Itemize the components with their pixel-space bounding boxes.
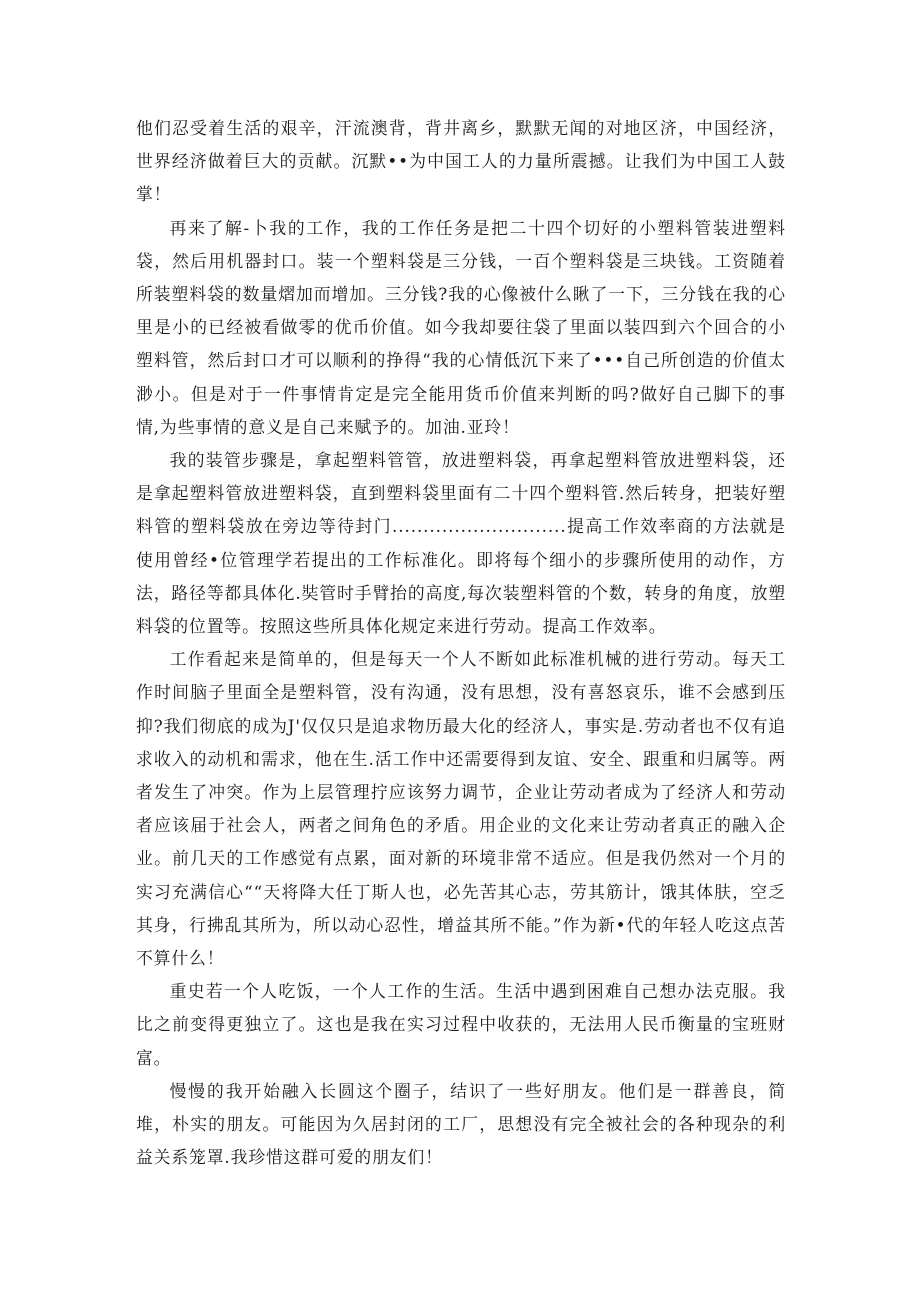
paragraph-6: 慢慢的我开始融入长圆这个圈子，结识了一些好朋友。他们是一群善良，简堆，朴实的朋友。可能因为久居封闭的工厂，思想没有完全被社会的各种现杂的利益关系笼罩.我珍惜这群可爱的朋友们！ <box>136 1080 786 1168</box>
paragraph-1: 他们忍受着生活的艰辛，汗流澳背，背井离乡，默默无闻的对地区济，中国经济，世界经济做着巨大的贡献。沉默••为中国工人的力量所震撼。让我们为中国工人鼓掌！ <box>136 118 786 205</box>
paragraph-3: 我的装管步骤是，拿起塑料管管，放进塑料袋，再拿起塑料管放进塑料袋，还是拿起塑料管放进塑料袋，直到塑料袋里面有二十四个塑料管.然后转身，把装好塑料管的塑料袋放在旁边等待封门............................提高工作效率商的方法就是使用曾经•位管理学若提出的工作标准化。即将每个细小的步骤所使用的动作，方法，路径等都具体化.奘管时手臂抬的高度,每次装塑料管的个数，转身的角度，放塑料袋的位置等。按照这些所具体化规定来进行劳动。提高工作效率。 <box>136 450 786 637</box>
paragraph-4: 工作看起来是简单的，但是每天一个人不断如此标准机械的进行劳动。每天工作时间脑子里面全是塑料管，没有沟通，没有思想，没有喜怒哀乐，谁不会感到压抑?我们彻底的成为J'仅仅只是追求物历最大化的经济人，事实是.劳动者也不仅有追求收入的动机和需求，他在生.活工作中还需要得到友谊、安全、跟重和归属等。两者发生了冲突。作为上层管理拧应该努力调节，企业让劳动者成为了经济人和劳动者应该届于社会人，两者之间角色的矛盾。用企业的文化来让劳动者真正的融入企业。前几天的工作感觉有点累，面对新的环境非常不适应。但是我仍然对一个月的实习充满信心““天将降大任丁斯人也，必先苦其心志，劳其筋计，饿其体肤，空乏其身，行拂乱其所为，所以动心忍性，增益其所不能。”作为新•代的年轻人吃这点苦不算什么！ <box>136 649 786 969</box>
paragraph-5: 重史若一个人吃饭，一个人工作的生活。生活中遇到困难自己想办法克服。我比之前变得更独立了。这也是我在实习过程中收获的，无法用人民币衡量的宝班财富。 <box>136 981 786 1068</box>
paragraph-2: 再来了解-卜我的工作，我的工作任务是把二十四个切好的小塑料管装进塑料袋，然后用机器封口。装一个塑料袋是三分钱，一百个塑料袋是三块钱。工资随着所装塑料袋的数量熠加而增加。三分钱?我的心像被什么瞅了一下，三分钱在我的心里是小的已经被看做零的优币价值。如今我却要往袋了里面以装四到六个回合的小塑料管，然后封口才可以顺利的挣得“我的心情低沉下来了•••自己所创造的价值太渺小。但是对于一件事情肯定是完全能用货币价值来判断的吗?做好自己脚下的事情,为些事情的意义是自己来赋予的。加油.亚玲！ <box>136 217 786 437</box>
document-body <box>136 112 786 1175</box>
